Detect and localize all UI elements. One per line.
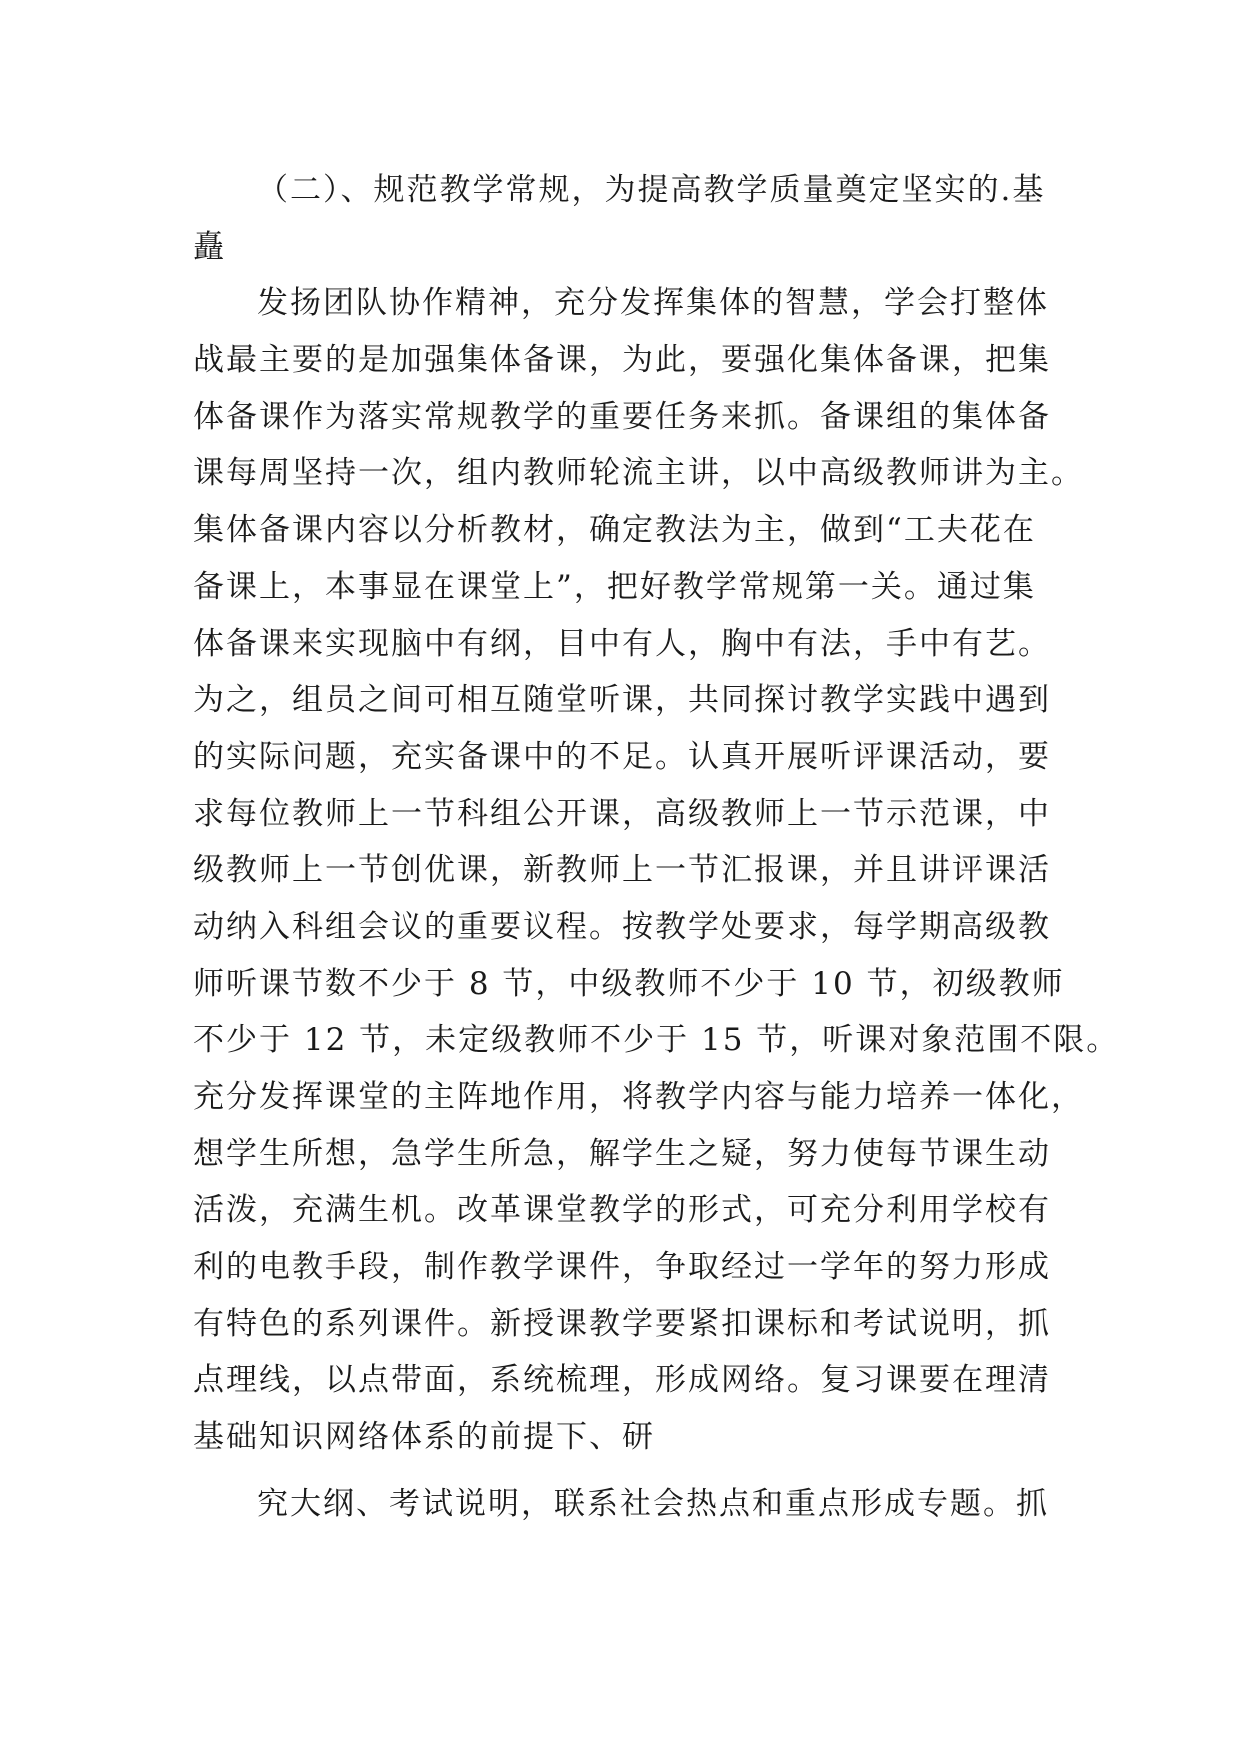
paragraph-line: 集体备课内容以分析教材，确定教法为主，做到“工夫花在	[193, 512, 1036, 549]
paragraph-line: 的实际问题，充实备课中的不足。认真开展听评课活动，要	[193, 738, 1051, 775]
paragraph-line: 有特色的系列课件。新授课教学要紧扣课标和考试说明，抓	[193, 1305, 1051, 1342]
paragraph	[193, 1476, 1073, 1533]
paragraph-line: 体备课来实现脑中有纲，目中有人，胸中有法，手中有艺。	[193, 625, 1051, 662]
paragraph-line: 体备课作为落实常规教学的重要任务来抓。备课组的集体备	[193, 398, 1051, 435]
paragraph-line: 师听课节数不少于 8 节，中级教师不少于 10 节，初级教师	[193, 965, 1065, 1002]
paragraph-line: 基础知识网络体系的前提下、研	[193, 1419, 655, 1456]
paragraph-line: 想学生所想，急学生所急，解学生之疑，努力使每节课生动	[193, 1135, 1051, 1172]
paragraph	[193, 275, 1120, 1465]
paragraph-line: 战最主要的是加强集体备课，为此，要强化集体备课，把集	[193, 342, 1051, 379]
paragraph-line: 利的电教手段，制作教学课件，争取经过一学年的努力形成	[193, 1249, 1051, 1286]
paragraph-line: 课每周坚持一次，组内教师轮流主讲，以中高级教师讲为主。	[193, 455, 1084, 492]
paragraph-line: 活泼，充满生机。改革课堂教学的形式，可充分利用学校有	[193, 1192, 1051, 1229]
section-heading	[193, 162, 1073, 275]
paragraph-line: 求每位教师上一节科组公开课，高级教师上一节示范课，中	[193, 795, 1051, 832]
paragraph-line: 究大纲、考试说明，联系社会热点和重点形成专题。抓	[257, 1485, 1049, 1522]
paragraph-line: 发扬团队协作精神，充分发挥集体的智慧，学会打整体	[257, 285, 1049, 322]
paragraph-line: 动纳入科组会议的重要议程。按教学处要求，每学期高级教	[193, 908, 1051, 945]
paragraph-line: 不少于 12 节，未定级教师不少于 15 节，听课对象范围不限。	[193, 1022, 1120, 1059]
paragraph-line: 充分发挥课堂的主阵地作用，将教学内容与能力培养一体化，	[193, 1079, 1084, 1115]
document-body	[193, 162, 1120, 1533]
paragraph-line: 备课上，本事显在课堂上”，把好教学常规第一关。通过集	[193, 568, 1036, 605]
paragraph-line: 级教师上一节创优课，新教师上一节汇报课，并且讲评课活	[193, 852, 1051, 889]
heading-line: 矗	[193, 228, 226, 265]
paragraph-line: 为之，组员之间可相互随堂听课，共同探讨教学实践中遇到	[193, 682, 1051, 719]
heading-line: （二）、规范教学常规，为提高教学质量奠定坚实的.基	[257, 172, 1046, 208]
paragraph-line: 点理线，以点带面，系统梳理，形成网络。复习课要在理清	[193, 1362, 1051, 1399]
